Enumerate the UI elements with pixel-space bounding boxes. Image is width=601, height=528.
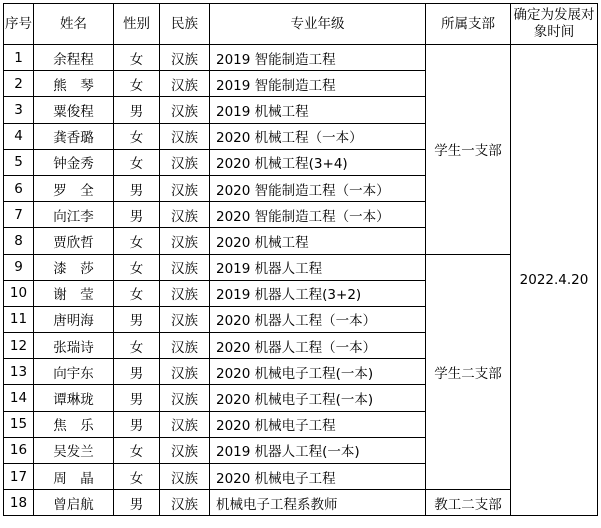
table-row [4,45,598,71]
cell-major: 2019 智能制造工程 [210,45,426,71]
cell-index: 7 [4,202,34,228]
header-gender: 性别 [114,4,160,45]
cell-name: 唐明海 [34,306,114,332]
header-major: 专业年级 [210,4,426,45]
cell-name: 周 晶 [34,464,114,490]
cell-major: 2020 机械电子工程 [210,464,426,490]
cell-major: 2019 机器人工程(一本) [210,437,426,463]
cell-gender: 女 [114,437,160,463]
cell-major: 2019 机器人工程(3+2) [210,280,426,306]
cell-ethnicity: 汉族 [160,228,210,254]
cell-ethnicity: 汉族 [160,123,210,149]
header-index: 序号 [4,4,34,45]
header-ethnicity: 民族 [160,4,210,45]
cell-gender: 女 [114,333,160,359]
cell-major: 2019 智能制造工程 [210,71,426,97]
table-body [4,45,598,516]
cell-index: 5 [4,149,34,175]
cell-index: 9 [4,254,34,280]
cell-name: 谢 莹 [34,280,114,306]
cell-gender: 男 [114,175,160,201]
cell-index: 12 [4,333,34,359]
table-header [4,4,598,45]
cell-name: 向江李 [34,202,114,228]
cell-date: 2022.4.20 [511,45,598,516]
cell-major: 2020 智能制造工程（一本） [210,202,426,228]
cell-name: 谭琳珑 [34,385,114,411]
cell-branch-first: 学生一支部 [426,45,511,255]
cell-name: 罗 全 [34,175,114,201]
cell-name: 吴发兰 [34,437,114,463]
cell-index: 16 [4,437,34,463]
cell-index: 3 [4,97,34,123]
cell-gender: 女 [114,228,160,254]
cell-major: 2020 机器人工程（一本） [210,306,426,332]
cell-ethnicity: 汉族 [160,490,210,516]
cell-gender: 男 [114,385,160,411]
cell-ethnicity: 汉族 [160,437,210,463]
cell-index: 10 [4,280,34,306]
cell-ethnicity: 汉族 [160,464,210,490]
cell-gender: 男 [114,97,160,123]
cell-ethnicity: 汉族 [160,359,210,385]
cell-index: 4 [4,123,34,149]
cell-major: 2019 机器人工程 [210,254,426,280]
cell-ethnicity: 汉族 [160,411,210,437]
cell-gender: 男 [114,202,160,228]
cell-name: 余程程 [34,45,114,71]
cell-index: 13 [4,359,34,385]
cell-branch-second: 学生二支部 [426,254,511,490]
cell-gender: 女 [114,71,160,97]
cell-branch-teacher: 教工二支部 [426,490,511,516]
cell-ethnicity: 汉族 [160,202,210,228]
cell-name: 曾启航 [34,490,114,516]
cell-name: 粟俊程 [34,97,114,123]
cell-major: 2020 智能制造工程（一本） [210,175,426,201]
cell-ethnicity: 汉族 [160,97,210,123]
cell-name: 熊 琴 [34,71,114,97]
header-branch: 所属支部 [426,4,511,45]
cell-major: 2020 机械电子工程(一本) [210,359,426,385]
cell-index: 2 [4,71,34,97]
cell-gender: 女 [114,464,160,490]
cell-gender: 男 [114,490,160,516]
cell-gender: 男 [114,359,160,385]
cell-name: 龚香璐 [34,123,114,149]
cell-index: 8 [4,228,34,254]
header-date: 确定为发展对象时间 [511,4,598,45]
cell-major: 2020 机器人工程（一本） [210,333,426,359]
cell-gender: 女 [114,280,160,306]
cell-name: 张瑞诗 [34,333,114,359]
cell-gender: 女 [114,254,160,280]
cell-index: 6 [4,175,34,201]
cell-name: 焦 乐 [34,411,114,437]
cell-name: 贾欣哲 [34,228,114,254]
cell-major: 2020 机械工程(3+4) [210,149,426,175]
cell-index: 18 [4,490,34,516]
cell-ethnicity: 汉族 [160,45,210,71]
cell-index: 1 [4,45,34,71]
cell-ethnicity: 汉族 [160,306,210,332]
cell-index: 14 [4,385,34,411]
cell-gender: 男 [114,411,160,437]
cell-ethnicity: 汉族 [160,254,210,280]
cell-ethnicity: 汉族 [160,149,210,175]
cell-major: 2019 机械工程 [210,97,426,123]
cell-ethnicity: 汉族 [160,280,210,306]
cell-major: 机械电子工程系教师 [210,490,426,516]
cell-gender: 女 [114,149,160,175]
cell-name: 向宇东 [34,359,114,385]
cell-gender: 男 [114,306,160,332]
table-row [4,490,598,516]
cell-index: 15 [4,411,34,437]
cell-name: 漆 莎 [34,254,114,280]
cell-ethnicity: 汉族 [160,175,210,201]
cell-gender: 女 [114,123,160,149]
cell-index: 11 [4,306,34,332]
header-row [4,4,598,45]
cell-ethnicity: 汉族 [160,385,210,411]
cell-name: 钟金秀 [34,149,114,175]
cell-index: 17 [4,464,34,490]
development-candidates-table [3,3,598,516]
header-name: 姓名 [34,4,114,45]
cell-ethnicity: 汉族 [160,333,210,359]
cell-major: 2020 机械电子工程 [210,411,426,437]
cell-major: 2020 机械工程 [210,228,426,254]
cell-ethnicity: 汉族 [160,71,210,97]
cell-major: 2020 机械工程（一本） [210,123,426,149]
cell-major: 2020 机械电子工程(一本) [210,385,426,411]
table-row [4,254,598,280]
cell-gender: 女 [114,45,160,71]
